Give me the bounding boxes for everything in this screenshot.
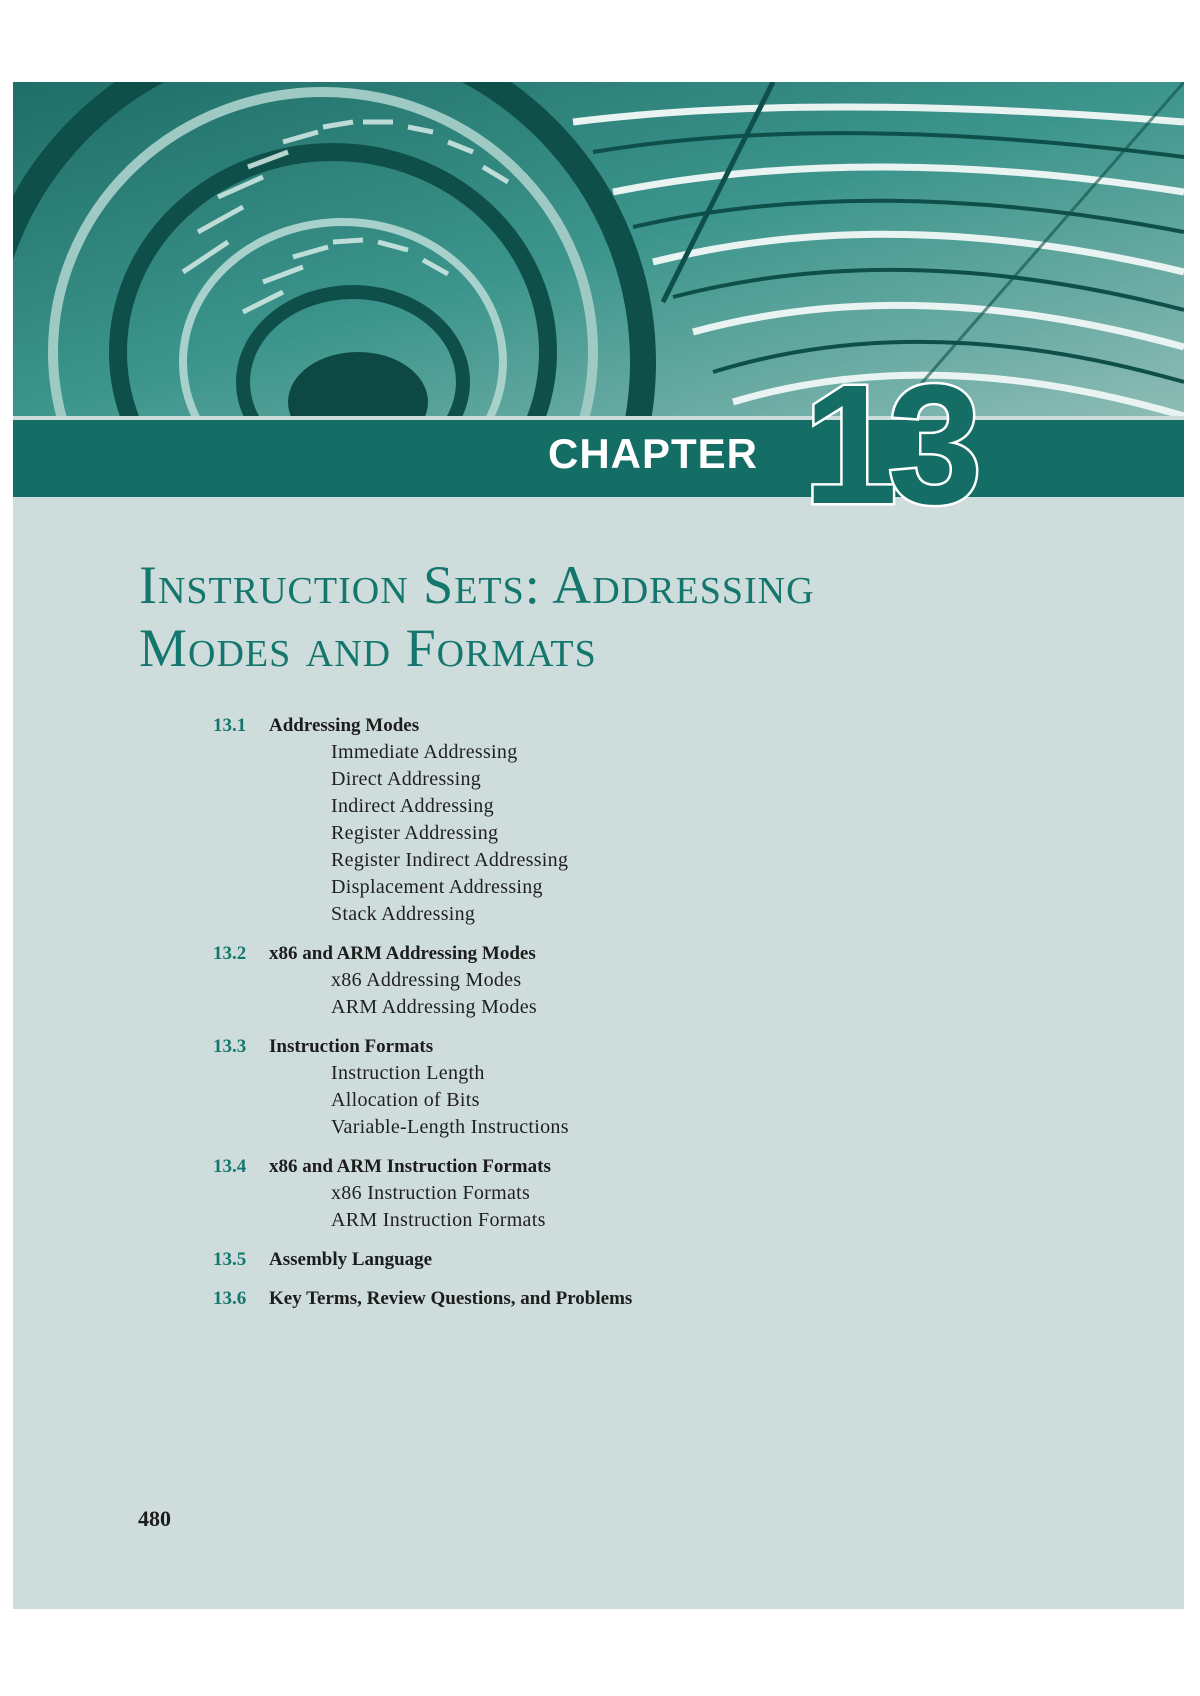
toc-subsection[interactable]: Variable-Length Instructions <box>331 1116 569 1138</box>
toc-section <box>213 1246 1013 1273</box>
toc-section-title: x86 and ARM Instruction Formats <box>269 1156 551 1177</box>
toc-section-title: Assembly Language <box>269 1249 433 1270</box>
toc-subsection[interactable]: Instruction Length <box>331 1062 485 1084</box>
toc-section-heading[interactable] <box>213 940 1013 967</box>
chapter-title <box>139 554 1099 680</box>
toc-subsection[interactable]: ARM Addressing Modes <box>331 996 538 1018</box>
toc-section-heading[interactable] <box>213 1033 1013 1060</box>
toc-subsection[interactable]: x86 Instruction Formats <box>331 1182 531 1204</box>
toc-subsection[interactable]: ARM Instruction Formats <box>331 1209 546 1231</box>
chapter-number: 13 <box>803 350 973 540</box>
toc-section-number: 13.4 <box>213 1156 247 1177</box>
toc-subsection[interactable]: Register Addressing <box>331 822 499 844</box>
page-number: 480 <box>138 1506 171 1531</box>
toc-subsection[interactable]: Immediate Addressing <box>331 741 518 763</box>
toc-section-heading[interactable] <box>213 1285 1013 1312</box>
toc-subsection[interactable]: x86 Addressing Modes <box>331 969 522 991</box>
toc-section-number: 13.1 <box>213 715 247 736</box>
toc-section-heading[interactable] <box>213 1246 1013 1273</box>
toc-section-title: Instruction Formats <box>269 1036 434 1057</box>
toc-section <box>213 712 1013 928</box>
staircase-photo <box>13 82 1184 416</box>
toc-section-number: 13.5 <box>213 1249 247 1270</box>
toc-section-title: x86 and ARM Addressing Modes <box>269 943 536 964</box>
toc-section-number: 13.3 <box>213 1036 247 1057</box>
toc-subsection[interactable]: Register Indirect Addressing <box>331 849 569 871</box>
toc-section-number: 13.6 <box>213 1288 247 1309</box>
toc-subsection[interactable]: Displacement Addressing <box>331 876 543 898</box>
table-of-contents <box>213 712 1013 1324</box>
toc-subsection[interactable]: Allocation of Bits <box>331 1089 480 1111</box>
toc-section-title: Addressing Modes <box>269 715 420 736</box>
toc-section <box>213 1153 1013 1234</box>
book-page <box>13 82 1184 1609</box>
chapter-title-line2: Modes and Formats <box>139 618 597 678</box>
toc-section-heading[interactable] <box>213 1153 1013 1180</box>
toc-subsection[interactable]: Direct Addressing <box>331 768 482 790</box>
toc-subsection[interactable]: Indirect Addressing <box>331 795 494 817</box>
toc-section-heading[interactable] <box>213 712 1013 739</box>
toc-section <box>213 1285 1013 1312</box>
toc-section-number: 13.2 <box>213 943 247 964</box>
toc-section <box>213 940 1013 1021</box>
chapter-label: CHAPTER <box>548 430 759 477</box>
chapter-title-line1: Instruction Sets: Addressing <box>139 555 815 615</box>
toc-subsection[interactable]: Stack Addressing <box>331 903 476 925</box>
toc-section <box>213 1033 1013 1141</box>
toc-section-title: Key Terms, Review Questions, and Problems <box>269 1288 633 1309</box>
